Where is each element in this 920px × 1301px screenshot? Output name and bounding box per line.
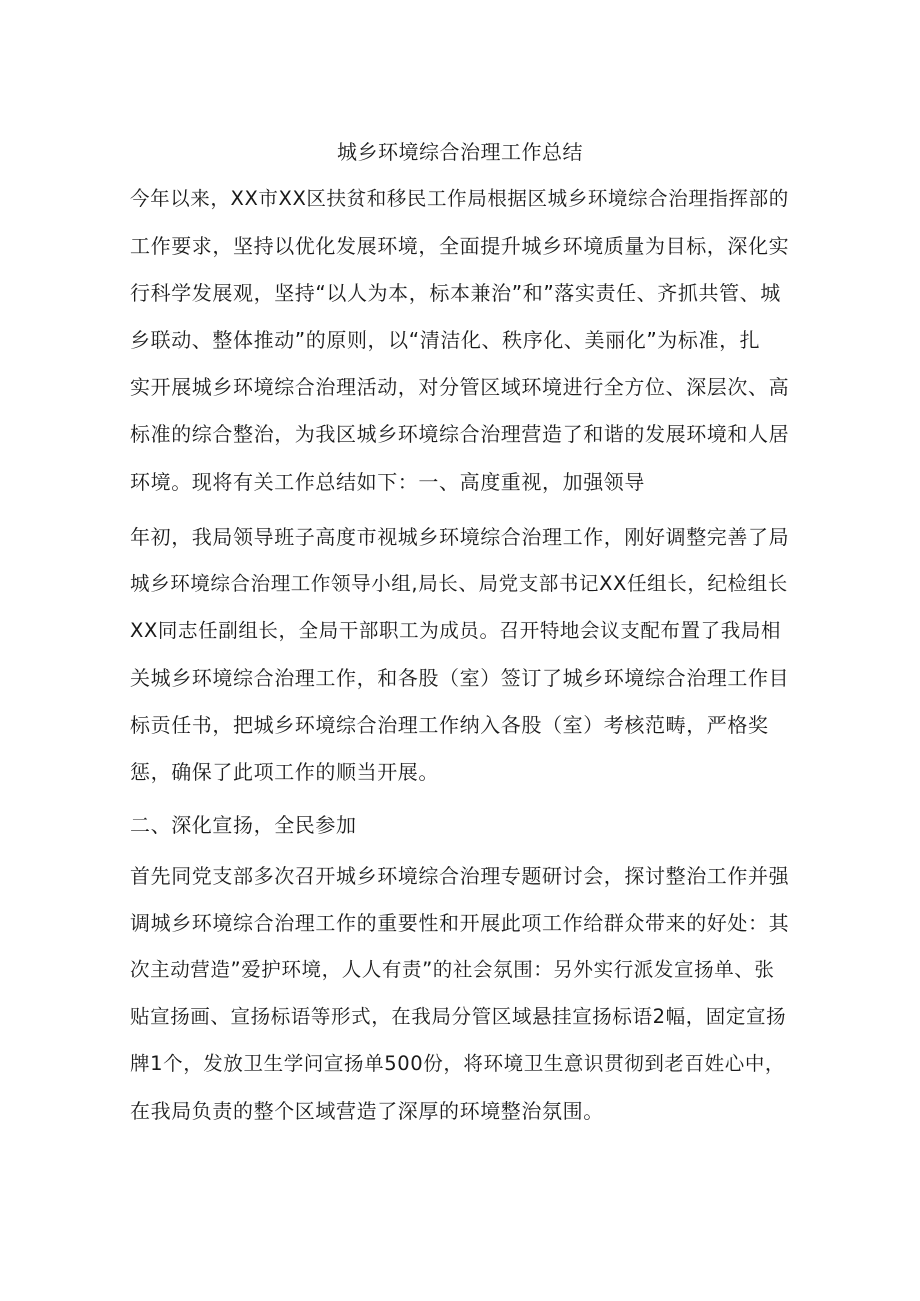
body-line: 关城乡环境综合治理工作，和各股（室）签订了城乡环境综合治理工作目 — [130, 666, 790, 690]
section-heading: 二、深化宣扬，全民参加 — [130, 813, 357, 837]
body-line: 标贡任书，把城乡环境综合治理工作纳入各股（室）考核范畴，严格奖 — [130, 713, 769, 737]
body-line: 实开展城乡环境综合治理活动，对分管区域环境进行全方位、深层次、高 — [130, 375, 790, 399]
body-line: 贴宣扬画、宣扬标语等形式，在我局分管区域悬挂宣扬标语2幅，固定宣扬 — [130, 1005, 787, 1028]
body-line: 在我局负责的整个区域营造了深厚的环境整治氛围。 — [130, 1099, 604, 1123]
body-line: XX同志任副组长，全局干部职工为成员。召开特地会议支配布置了我局相 — [130, 619, 782, 642]
body-line: 牌1个，发放卫生学问宣扬单500份，将环境卫生意识贯彻到老百姓心中， — [130, 1052, 786, 1075]
body-line: 城乡环境综合治理工作领导小组,局长、局党支部书记XX任组长，纪检组长 — [130, 572, 788, 595]
body-line: 调城乡环境综合治理工作的重要性和开展此项工作给群众带来的好处：其 — [130, 911, 790, 935]
body-line: 环境。现将有关工作总结如下：一、高度重视，加强领导 — [130, 470, 645, 494]
body-line: 首先同党支部多次召开城乡环境综合治理专题研讨会，探讨整治工作并强 — [130, 864, 790, 888]
body-line: 乡联动、整体推动”的原则，以“清洁化、秩序化、美丽化”为标准，扎 — [130, 328, 761, 352]
body-line: 今年以来，XX市XX区扶贫和移民工作局根据区城乡环境综合治理指挥部的 — [130, 187, 789, 210]
body-line: 惩，确保了此项工作的顺当开展。 — [130, 760, 439, 784]
body-line: 年初，我局领导班子高度市视城乡环境综合治理工作，刚好调整完善了局 — [130, 525, 790, 549]
body-line: 标准的综合整治，为我区城乡环境综合治理营造了和谐的发展环境和人居 — [130, 422, 790, 446]
body-line: 工作要求，坚持以优化发展环境，全面提升城乡环境质量为目标，深化实 — [130, 234, 790, 258]
document-title: 城乡环境综合治理工作总结 — [337, 140, 583, 164]
body-line: 行科学发展观，坚持“以人为本，标本兼治”和”落实责任、齐抓共管、城 — [130, 281, 781, 305]
body-line: 次主动营造”爱护环境，人人有责”的社会氛围：另外实行派发宣扬单、张 — [130, 958, 775, 981]
